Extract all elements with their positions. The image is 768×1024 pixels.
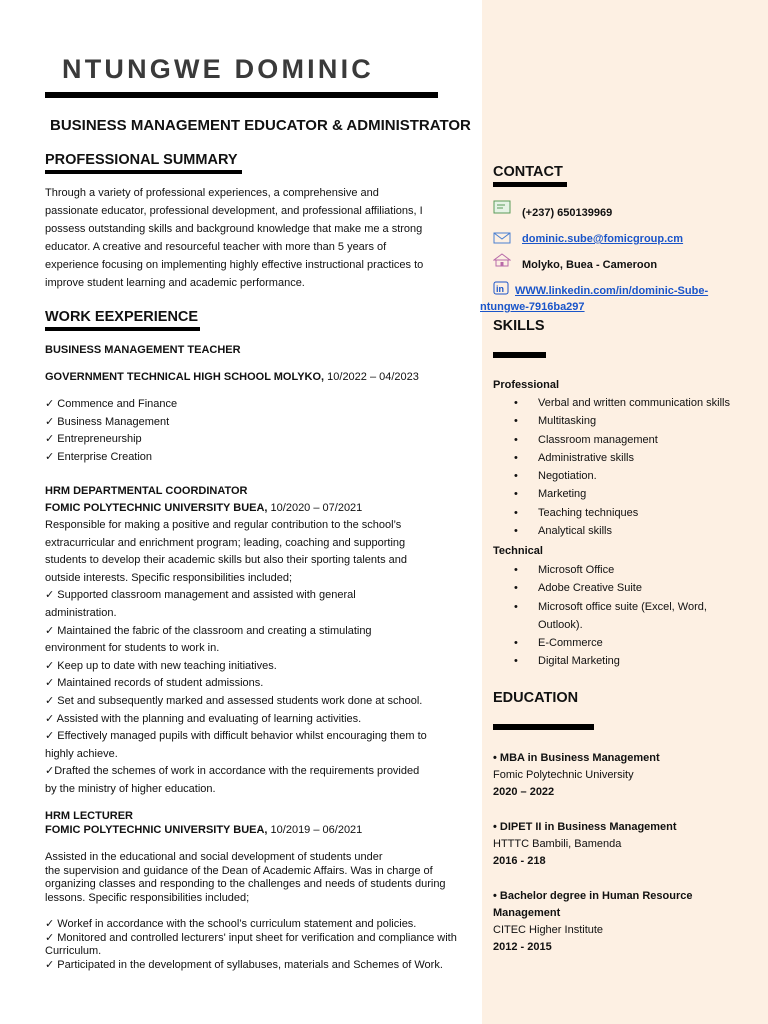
job2-line: extracurricular and enrichment program; leading, coaching and supporting: [45, 536, 406, 549]
candidate-title: BUSINESS MANAGEMENT EDUCATOR & ADMINISTRATOR: [50, 117, 471, 134]
edu1-degree: • MBA in Business Management: [493, 752, 660, 764]
skill-item: • Classroom management: [493, 431, 765, 449]
summary-line: Through a variety of professional experiences, a comprehensive and: [45, 187, 379, 199]
linkedin-link-line1[interactable]: WWW.linkedin.com/in/dominic-Sube-: [515, 285, 709, 297]
job2-line: highly achieve.: [45, 747, 118, 760]
job2-line: environment for students to work in.: [45, 642, 220, 655]
sidebar: [482, 0, 768, 1024]
skill-item: • Microsoft Office: [493, 561, 733, 579]
edu3-degree: • Bachelor degree in Human Resource: [493, 890, 693, 902]
edu3-school: CITEC Higher Institute: [493, 924, 604, 936]
job2-line: ✓ Keep up to date with new teaching initiatives.: [45, 659, 277, 672]
job3-item: Curriculum.: [45, 945, 102, 958]
job3-item: ✓ Participated in the development of syllabuses, materials and Schemes of Work.: [45, 958, 443, 971]
skills-heading: SKILLS: [493, 318, 545, 334]
job2-line: outside interests. Specific responsibilities included;: [45, 571, 293, 584]
job2-line: ✓ Maintained records of student admissions.: [45, 677, 264, 690]
edu2-degree: • DIPET II in Business Management: [493, 821, 677, 833]
job2-line: ✓ Supported classroom management and assisted with general: [45, 589, 356, 602]
job2-line: ✓ Set and subsequently marked and assessed students work done at school.: [45, 694, 423, 707]
job1-dates: 10/2022 – 04/2023: [324, 371, 419, 383]
summary-line: passionate educator, professional development, and professional affiliations, I: [45, 205, 423, 217]
contact-location: Molyko, Buea - Cameroon: [522, 259, 658, 271]
job3-line: organizing classes and responding to the challenges and needs of students during: [45, 878, 446, 890]
technical-label: Technical: [493, 545, 543, 557]
job3-line: lessons. Specific responsibilities included;: [45, 891, 250, 904]
edu2-school: HTTTC Bambili, Bamenda: [493, 838, 622, 850]
job2-description: [45, 517, 475, 799]
summary-text: [45, 184, 475, 292]
job1-item: ✓ Entrepreneurship: [45, 433, 142, 445]
contact-email-link[interactable]: dominic.sube@fomicgroup.cm: [522, 233, 684, 245]
job3-item: ✓ Workef in accordance with the school’s curriculum statement and policies.: [45, 918, 417, 930]
edu1-school: Fomic Polytechnic University: [493, 769, 634, 781]
skill-item: • Marketing: [493, 485, 765, 503]
skill-item: • Microsoft office suite (Excel, Word, Outlook).: [493, 598, 733, 635]
linkedin-icon: [493, 281, 509, 295]
svg-text:in: in: [496, 284, 504, 294]
job3-line: the supervision and guidance of the Dean of Academic Affairs. Was in charge of: [45, 864, 433, 877]
linkedin-link-line2[interactable]: ntungwe-7916ba297: [480, 301, 585, 313]
skill-item: • Negotiation.: [493, 467, 765, 485]
mail-icon: [493, 231, 511, 245]
job1-role: BUSINESS MANAGEMENT TEACHER: [45, 344, 241, 356]
job2-line: by the ministry of higher education.: [45, 782, 216, 795]
skill-item: • Administrative skills: [493, 449, 765, 467]
job2-line: ✓ Effectively managed pupils with difficult behavior whilst encouraging them to: [45, 730, 427, 743]
professional-label: Professional: [493, 379, 560, 391]
professional-skills-list: [493, 394, 765, 540]
skill-item: • Adobe Creative Suite: [493, 579, 733, 597]
summary-line: improve student learning and academic performance.: [45, 277, 305, 289]
education-heading: EDUCATION: [493, 690, 579, 706]
job3-org: FOMIC POLYTECHNIC UNIVERSITY BUEA,: [45, 824, 268, 836]
work-underline: [45, 327, 200, 331]
job3-description: [45, 851, 475, 905]
job3-org-line: [45, 824, 362, 836]
job2-line: students to develop their academic skills but also their sporting talents and: [45, 554, 407, 567]
name-underline: [45, 92, 438, 98]
job3-line: Assisted in the educational and social development of students under: [45, 851, 383, 863]
job3-item: ✓ Monitored and controlled lecturers' input sheet for verification and compliance with: [45, 931, 457, 944]
job1-items: [45, 396, 445, 466]
job2-dates: 10/2020 – 07/2021: [267, 502, 363, 514]
job2-line: administration.: [45, 606, 117, 619]
phone-icon: [493, 200, 511, 214]
job2-line: ✓ Maintained the fabric of the classroom and creating a stimulating: [45, 624, 372, 637]
skill-item: • Multitasking: [493, 412, 765, 430]
work-heading: WORK EEXPERIENCE: [45, 309, 199, 325]
skills-underline: [493, 352, 546, 358]
summary-heading: PROFESSIONAL SUMMARY: [45, 152, 238, 168]
skill-item: • Verbal and written communication skills: [493, 394, 765, 412]
job1-item: ✓ Commence and Finance: [45, 398, 178, 410]
job3-role: HRM LECTURER: [45, 810, 133, 822]
edu2-years: 2016 - 218: [493, 855, 546, 867]
edu3-years: 2012 - 2015: [493, 941, 552, 953]
contact-phone: (+237) 650139969: [522, 207, 613, 219]
summary-line: educator. A creative and resourceful teacher with more than 5 years of: [45, 241, 387, 253]
job2-line: Responsible for making a positive and regular contribution to the school’s: [45, 519, 402, 531]
contact-underline: [493, 182, 567, 187]
job2-org: FOMIC POLYTECHNIC UNIVERSITY BUEA,: [45, 502, 268, 514]
job3-items: [45, 918, 477, 972]
job2-line: ✓ Assisted with the planning and evaluating of learning activities.: [45, 712, 362, 725]
contact-heading: CONTACT: [493, 164, 563, 180]
job2-org-line: [45, 502, 362, 514]
summary-line: experience focusing on implementing highly effective instructional practices to: [45, 259, 424, 271]
summary-underline: [45, 170, 242, 174]
job1-item: ✓ Enterprise Creation: [45, 450, 153, 463]
summary-line: possess outstanding skills and background knowledge that make me a strong: [45, 223, 423, 235]
skill-item: • Teaching techniques: [493, 504, 765, 522]
job1-org-line: [45, 371, 419, 383]
job2-role: HRM DEPARTMENTAL COORDINATOR: [45, 485, 248, 497]
job3-dates: 10/2019 – 06/2021: [267, 824, 363, 836]
edu1-years: 2020 – 2022: [493, 786, 555, 798]
skill-item: • Analytical skills: [493, 522, 765, 540]
skill-item: • E-Commerce: [493, 634, 733, 652]
job1-org: GOVERNMENT TECHNICAL HIGH SCHOOL MOLYKO,: [45, 371, 325, 383]
education-underline: [493, 724, 594, 730]
candidate-name: NTUNGWE DOMINIC: [62, 54, 374, 84]
job1-item: ✓ Business Management: [45, 415, 170, 428]
skill-item: • Digital Marketing: [493, 652, 733, 670]
job2-line: ✓Drafted the schemes of work in accordance with the requirements provided: [45, 765, 420, 778]
edu3-degree-cont: Management: [493, 907, 561, 919]
technical-skills-list: [493, 561, 733, 671]
home-icon: [493, 253, 511, 267]
